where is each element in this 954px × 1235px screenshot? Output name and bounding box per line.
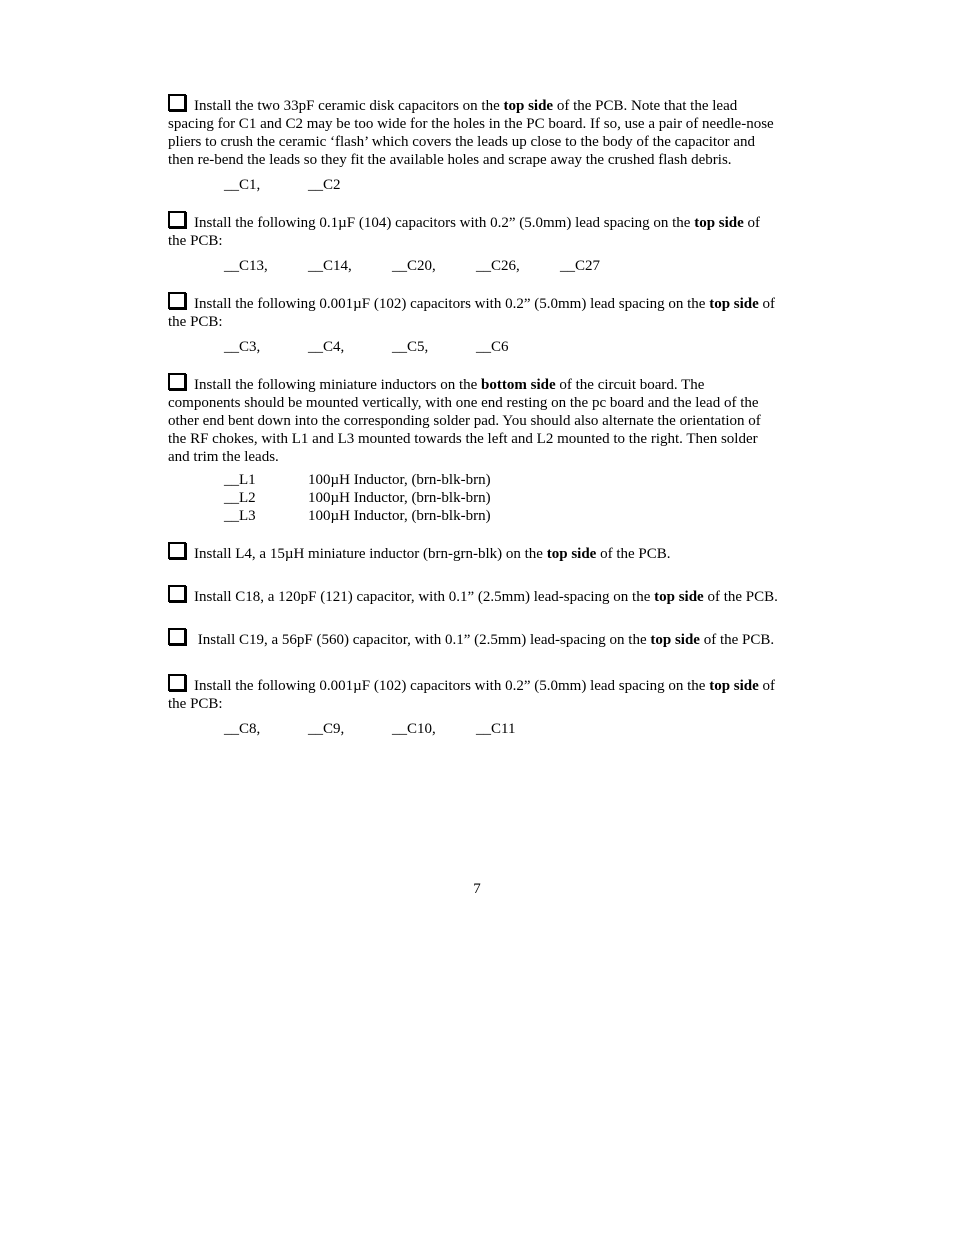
instruction-list bbox=[168, 94, 780, 738]
page-number: 7 bbox=[473, 881, 481, 897]
step-text-bold: top side bbox=[709, 678, 759, 694]
step-l4 bbox=[168, 542, 780, 563]
part-item: __C10, bbox=[392, 721, 436, 737]
step-01uf-caps bbox=[168, 211, 780, 275]
step-text bbox=[168, 211, 780, 250]
step-text-bold: top side bbox=[654, 589, 704, 605]
parts-row bbox=[224, 720, 780, 738]
checkbox[interactable] bbox=[168, 292, 186, 309]
inductor-row bbox=[224, 471, 780, 489]
step-text-bold: top side bbox=[709, 296, 759, 312]
step-c19 bbox=[168, 628, 780, 649]
checkbox[interactable] bbox=[168, 628, 186, 645]
inductor-row bbox=[224, 507, 780, 525]
checkbox[interactable] bbox=[168, 94, 186, 111]
step-text-bold: top side bbox=[694, 215, 744, 231]
step-text-post: of the PCB: bbox=[168, 678, 776, 712]
step-0001uf-caps-b bbox=[168, 674, 780, 738]
part-item: __C6 bbox=[476, 339, 509, 355]
step-text bbox=[168, 674, 780, 713]
part-description: 100µH Inductor, (brn-blk-brn) bbox=[308, 490, 491, 506]
part-item: __C27 bbox=[560, 258, 601, 274]
part-item: __C9, bbox=[308, 721, 345, 737]
step-text-bold: top side bbox=[503, 98, 554, 114]
checkbox[interactable] bbox=[168, 211, 186, 228]
part-item: __C2 bbox=[308, 177, 341, 193]
step-c18 bbox=[168, 585, 780, 606]
part-item: __C5, bbox=[392, 339, 429, 355]
step-text-post: of the PCB. bbox=[703, 589, 778, 605]
step-0001uf-caps-a bbox=[168, 292, 780, 356]
step-text-pre: Install the two 33pF ceramic disk capacitors on the bbox=[194, 98, 504, 114]
checkbox[interactable] bbox=[168, 674, 186, 691]
part-item: __C1, bbox=[224, 177, 261, 193]
step-text-post: of the PCB: bbox=[168, 215, 761, 249]
step-text-pre: Install C18, a 120pF (121) capacitor, with 0.1” (2.5mm) lead-spacing on the bbox=[194, 589, 655, 605]
step-text-pre: Install the following miniature inductors on the bbox=[194, 377, 482, 393]
step-text bbox=[168, 94, 780, 169]
step-text-post: of the PCB. Note that the lead spacing for C1 and C2 may be too wide for the holes in the PC board. If so, use a pair of needle-nose pliers to crush the ceramic ‘flash’ which covers the leads up close to the body of the capacitor and then re-bend the leads so they fit the available holes and scrape away the crushed flash debris. bbox=[168, 98, 774, 168]
step-text bbox=[168, 542, 780, 563]
part-item: __C3, bbox=[224, 339, 261, 355]
step-text-pre: Install C19, a 56pF (560) capacitor, with 0.1” (2.5mm) lead-spacing on the bbox=[194, 632, 651, 648]
step-text-post: of the PCB. bbox=[596, 546, 671, 562]
step-inductors bbox=[168, 373, 780, 525]
checkbox[interactable] bbox=[168, 585, 186, 602]
step-text-bold: bottom side bbox=[481, 377, 556, 393]
part-item: __C11 bbox=[476, 721, 516, 737]
step-text-pre: Install L4, a 15µH miniature inductor (brn-grn-blk) on the bbox=[194, 546, 547, 562]
step-text-bold: top side bbox=[650, 632, 700, 648]
part-item: __L1 bbox=[224, 472, 256, 488]
part-description: 100µH Inductor, (brn-blk-brn) bbox=[308, 472, 491, 488]
part-item: __C4, bbox=[308, 339, 345, 355]
step-text bbox=[168, 373, 780, 466]
parts-row bbox=[224, 338, 780, 356]
part-item: __C14, bbox=[308, 258, 352, 274]
step-text bbox=[168, 292, 780, 331]
step-text-pre: Install the following 0.001µF (102) capacitors with 0.2” (5.0mm) lead spacing on the bbox=[194, 296, 710, 312]
part-item: __C8, bbox=[224, 721, 261, 737]
parts-row bbox=[224, 176, 780, 194]
part-item: __L2 bbox=[224, 490, 256, 506]
inductor-row bbox=[224, 489, 780, 507]
step-text-pre: Install the following 0.1µF (104) capacitors with 0.2” (5.0mm) lead spacing on the bbox=[194, 215, 695, 231]
parts-row bbox=[224, 257, 780, 275]
step-text bbox=[168, 585, 780, 606]
step-text-post: of the circuit board. The components should be mounted vertically, with one end resting on the pc board and the lead of the other end bent down into the corresponding solder pad. You should also alternate the orientation of the RF chokes, with L1 and L3 mounted towards the left and L2 mounted to the right. Then solder and trim the leads. bbox=[168, 377, 761, 465]
step-c1-c2 bbox=[168, 94, 780, 194]
checkbox[interactable] bbox=[168, 373, 186, 390]
part-item: __L3 bbox=[224, 508, 256, 524]
part-description: 100µH Inductor, (brn-blk-brn) bbox=[308, 508, 491, 524]
step-text bbox=[168, 628, 780, 649]
step-text-pre: Install the following 0.001µF (102) capacitors with 0.2” (5.0mm) lead spacing on the bbox=[194, 678, 710, 694]
checkbox[interactable] bbox=[168, 542, 186, 559]
step-text-post: of the PCB: bbox=[168, 296, 776, 330]
part-item: __C26, bbox=[476, 258, 520, 274]
step-text-post: of the PCB. bbox=[699, 632, 775, 648]
part-item: __C13, bbox=[224, 258, 268, 274]
inductor-list bbox=[224, 471, 780, 525]
part-item: __C20, bbox=[392, 258, 436, 274]
step-text-bold: top side bbox=[546, 546, 597, 562]
